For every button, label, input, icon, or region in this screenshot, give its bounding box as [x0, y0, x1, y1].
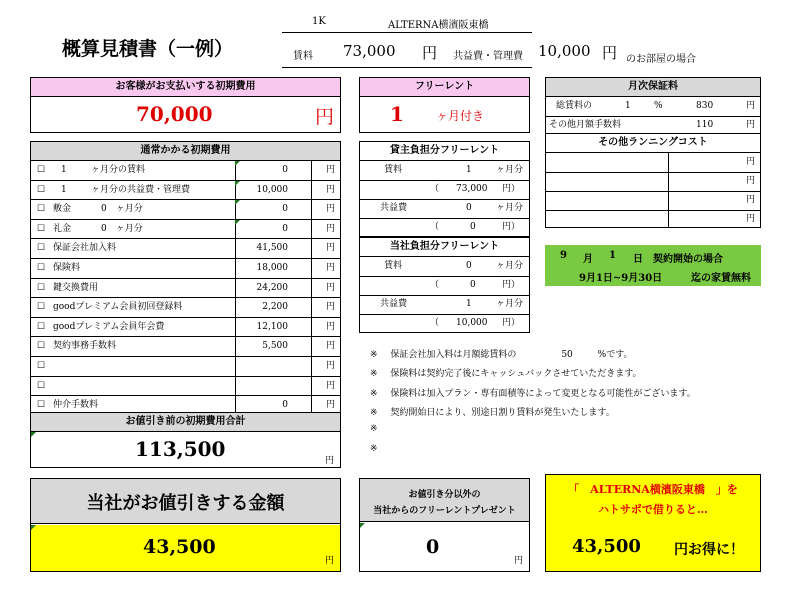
paren-close: 円）	[502, 280, 521, 290]
monthly-other-label: その他月額手数料	[549, 120, 622, 130]
contract-month: 9	[560, 250, 567, 261]
subtotal-amount: 113,500	[135, 437, 226, 461]
company-rent-unit: ヶ月分	[496, 261, 524, 271]
initial-payment-amount: 70,000	[136, 102, 213, 126]
note-6	[370, 444, 378, 454]
note-mark: ※	[370, 444, 378, 454]
cost-label: 鍵交換費用	[53, 282, 99, 293]
cell-note-marker	[235, 181, 240, 186]
subtotal-unit: 円	[325, 456, 335, 466]
free-period: 9月1日~9月30日	[579, 273, 663, 284]
cost-sublabel: 0 ヶ月分	[101, 204, 143, 215]
present-title-2: 当社からのフリーレントプレゼント	[373, 506, 516, 516]
note-4	[370, 405, 615, 418]
cost-checkbox[interactable]: ☐	[37, 204, 46, 215]
monthly-guarantee-header: 月次保証料	[546, 78, 760, 97]
cost-label: 敷金	[53, 204, 72, 215]
monthly-rate: 1	[625, 101, 631, 111]
cost-value: 0	[282, 400, 288, 411]
cost-unit: 円	[326, 361, 336, 371]
note-1	[370, 347, 632, 360]
note-1-tail: %です。	[597, 350, 633, 360]
owner-free-rent-box	[359, 141, 530, 237]
initial-payment-box	[30, 77, 341, 133]
savings-line-1: 「 ALTERNA横濱阪東橋 」を	[568, 483, 738, 496]
cost-value: 5,500	[262, 341, 288, 352]
cost-value: 0	[282, 223, 288, 234]
paren-close: 円）	[502, 222, 521, 232]
paren-close: 円）	[502, 184, 521, 194]
cost-sublabel: 0 ヶ月分	[101, 223, 143, 234]
note-mark: ※	[370, 389, 378, 399]
cost-row	[31, 200, 340, 220]
cost-checkbox[interactable]: ☐	[37, 400, 46, 411]
company-rent-months: 0	[466, 261, 472, 271]
free-rent-months: 1	[390, 102, 404, 126]
note-3-text: 保険料は加入プラン・専有面積等によって変更となる可能性がございます。	[390, 389, 696, 399]
cost-value: 12,100	[256, 321, 288, 332]
fee-label: 共益費・管理費	[453, 51, 523, 62]
cost-checkbox[interactable]: ☐	[37, 263, 46, 273]
cost-unit: 円	[326, 341, 336, 352]
note-mark: ※	[370, 424, 378, 434]
cost-label: goodプレミアム会員年会費	[53, 321, 165, 332]
paren-open: （	[430, 184, 440, 194]
cost-unit: 円	[326, 321, 336, 332]
contract-day-unit: 日	[633, 254, 643, 265]
running-unit: 円	[746, 195, 756, 205]
cost-label: 保証会社加入料	[53, 243, 117, 254]
normal-costs-box	[30, 141, 341, 413]
note-mark: ※	[370, 369, 378, 379]
free-rent-unit: ヶ月付き	[436, 109, 485, 123]
company-fee-amount: 10,000	[456, 318, 488, 328]
free-rent-header: フリーレント	[360, 78, 529, 97]
owner-rent-unit: ヶ月分	[496, 165, 524, 175]
note-2-text: 保険料は契約完了後にキャッシュバックさせていただきます。	[390, 369, 642, 379]
contract-month-unit: 月	[583, 254, 593, 265]
cell-note-marker	[235, 161, 240, 166]
monthly-guarantee-unit: 円	[746, 101, 756, 111]
discount-amount: 43,500	[143, 536, 216, 558]
cost-label: 1	[61, 184, 67, 195]
cost-unit: 円	[326, 302, 336, 313]
cost-value: 18,000	[256, 263, 288, 273]
paren-open: （	[430, 318, 440, 328]
cell-note-marker	[235, 220, 240, 225]
contract-text: 契約開始の場合	[653, 254, 723, 265]
monthly-guarantee-value: 830	[696, 101, 714, 111]
note-5	[370, 424, 378, 434]
cost-checkbox[interactable]: ☐	[37, 243, 46, 254]
cost-value: 0	[282, 204, 288, 215]
present-title-1: お値引き分以外の	[408, 490, 481, 500]
rent-value: 73,000	[343, 42, 396, 60]
cost-row	[31, 318, 340, 338]
company-rent-amount: 0	[470, 280, 476, 290]
normal-costs-header: 通常かかる初期費用	[31, 142, 340, 161]
present-unit: 円	[514, 556, 524, 566]
cost-checkbox[interactable]: ☐	[37, 223, 46, 234]
discount-box	[30, 478, 341, 572]
contract-day: 1	[609, 250, 616, 261]
cost-unit: 円	[326, 184, 336, 195]
monthly-guarantee-box	[545, 77, 761, 134]
initial-payment-header: お客様がお支払いする初期費用	[31, 78, 340, 97]
cost-checkbox[interactable]: ☐	[37, 302, 46, 313]
note-1-rate: 50	[561, 350, 573, 360]
note-2	[370, 366, 642, 379]
owner-free-rent-header: 貸主負担分フリーレント	[360, 142, 529, 161]
cost-checkbox[interactable]: ☐	[37, 165, 46, 175]
cost-row	[31, 298, 340, 318]
paren-close: 円）	[502, 318, 521, 328]
subtotal-box	[30, 412, 341, 468]
savings-box	[545, 474, 761, 572]
cost-row	[31, 377, 340, 397]
cost-value: 24,200	[256, 282, 288, 293]
company-rent-label: 賃料	[384, 261, 403, 271]
cost-row	[31, 259, 340, 279]
monthly-other-value: 110	[696, 120, 714, 130]
cost-unit: 円	[326, 165, 336, 175]
discount-title: 当社がお値引きする金額	[86, 493, 285, 514]
savings-amount: 43,500	[572, 536, 641, 557]
running-unit: 円	[746, 214, 756, 224]
cost-unit: 円	[326, 282, 336, 293]
monthly-percent: %	[654, 101, 663, 111]
cost-unit: 円	[326, 204, 336, 215]
company-free-rent-header: 当社負担分フリーレント	[360, 238, 529, 257]
cost-sublabel: ヶ月分の共益費・管理費	[91, 184, 191, 195]
property-name: ALTERNA横濱阪東橋	[388, 20, 489, 31]
cost-value: 41,500	[256, 243, 288, 254]
company-free-rent-box	[359, 237, 530, 333]
cost-row	[31, 337, 340, 357]
cost-row	[31, 220, 340, 240]
present-amount: 0	[426, 536, 440, 558]
cost-unit: 円	[326, 243, 336, 254]
contract-start-box	[545, 245, 761, 286]
cost-row	[31, 239, 340, 259]
subtotal-header: お値引き前の初期費用合計	[31, 413, 340, 432]
room-type: 1K	[312, 16, 326, 27]
cost-checkbox[interactable]: ☐	[37, 282, 46, 293]
monthly-total-label: 総賃料の	[556, 101, 593, 111]
company-fee-months: 1	[466, 299, 472, 309]
cost-checkbox[interactable]: ☐	[37, 341, 46, 352]
cost-sublabel: ヶ月分の賃料	[91, 165, 146, 175]
note-mark: ※	[370, 350, 378, 360]
fee-value: 10,000	[538, 42, 591, 60]
cost-value: 0	[282, 165, 288, 175]
cost-checkbox[interactable]: ☐	[37, 184, 46, 195]
company-fee-label: 共益費	[380, 299, 408, 309]
free-rent-box	[359, 77, 530, 133]
rent-yen: 円	[422, 44, 438, 62]
owner-rent-amount: 73,000	[456, 184, 488, 194]
running-cost-header: その他ランニングコスト	[546, 134, 760, 153]
owner-fee-amount: 0	[470, 222, 476, 232]
cost-unit: 円	[326, 400, 336, 411]
cost-value: 10,000	[256, 184, 288, 195]
cost-unit: 円	[326, 223, 336, 234]
note-mark: ※	[370, 408, 378, 418]
savings-line-2: ハトサポで借りると…	[598, 503, 708, 516]
owner-rent-months: 1	[466, 165, 472, 175]
cost-unit: 円	[326, 380, 336, 391]
cost-checkbox[interactable]: ☐	[37, 380, 46, 391]
savings-tail: 円お得に！	[674, 542, 744, 558]
note-3	[370, 386, 696, 399]
cost-row	[31, 279, 340, 299]
cost-checkbox[interactable]: ☐	[37, 361, 46, 371]
paren-open: （	[430, 280, 440, 290]
paren-open: （	[430, 222, 440, 232]
cost-label: 仲介手数料	[53, 400, 99, 411]
owner-fee-label: 共益費	[380, 203, 408, 213]
cell-note-marker	[235, 200, 240, 205]
owner-fee-unit: ヶ月分	[496, 203, 524, 213]
cost-label: 保険料	[53, 263, 81, 273]
owner-rent-label: 賃料	[384, 165, 403, 175]
note-1-text: 保証会社加入料は月額総賃料の	[390, 350, 517, 360]
cost-unit: 円	[326, 263, 336, 273]
cost-label: 礼金	[53, 223, 72, 234]
monthly-other-unit: 円	[746, 120, 756, 130]
page-title: 概算見積書（一例）	[62, 38, 234, 60]
company-fee-unit: ヶ月分	[496, 299, 524, 309]
cost-label: goodプレミアム会員初回登録料	[53, 302, 183, 313]
running-unit: 円	[746, 176, 756, 186]
note-4-text: 契約開始日により、別途日割り賃料が発生いたします。	[390, 408, 615, 418]
present-box	[359, 478, 530, 572]
rent-label: 賃料	[293, 51, 313, 62]
fee-yen: 円	[602, 44, 618, 62]
free-period-text: 迄の家賃無料	[691, 273, 751, 284]
initial-payment-unit: 円	[315, 106, 335, 128]
cost-row	[31, 161, 340, 181]
cost-label: 契約事務手数料	[53, 341, 117, 352]
running-unit: 円	[746, 157, 756, 167]
cost-row	[31, 357, 340, 377]
cost-row	[31, 181, 340, 201]
running-cost-box	[545, 133, 761, 228]
cost-value: 2,200	[262, 302, 288, 313]
discount-unit: 円	[325, 556, 335, 566]
owner-fee-months: 0	[466, 203, 472, 213]
room-suffix: のお部屋の場合	[626, 54, 696, 65]
cost-checkbox[interactable]: ☐	[37, 321, 46, 332]
cost-label: 1	[61, 165, 67, 175]
